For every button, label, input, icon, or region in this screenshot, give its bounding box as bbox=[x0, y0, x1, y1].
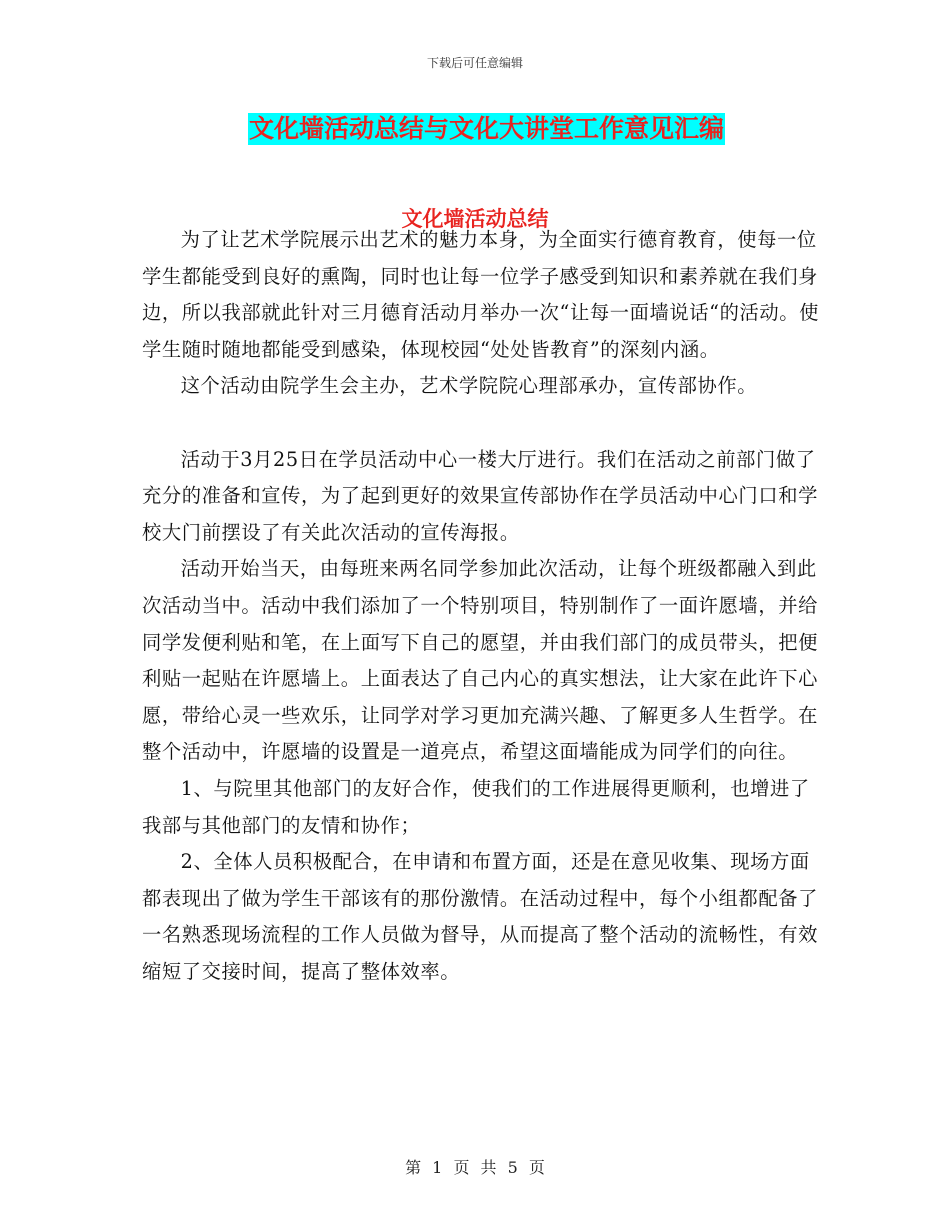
paragraph: 1、与院里其他部门的友好合作，使我们的工作进展得更顺利，也增进了我部与其他部门的友情和协作； bbox=[142, 776, 810, 837]
paragraph: 为了让艺术学院展示出艺术的魅力本身，为全面实行德育教育，使每一位学生都能受到良好的熏陶，同时也让每一位学子感受到知识和素养就在我们身边，所以我部就此针对三月德育活动月举办一次“让每一面墙说话“的活动。使学生随时随地都能受到感染，体现校园“处处皆教育”的深刻内涵。 bbox=[142, 228, 819, 361]
paragraph: 活动于3月25日在学员活动中心一楼大厅进行。我们在活动之前部门做了充分的准备和宣传，为了起到更好的效果宣传部协作在学员活动中心门口和学校大门前摆设了有关此次活动的宣传海报。 bbox=[142, 447, 818, 544]
section-title: 文化墙活动总结 bbox=[401, 207, 549, 231]
document-title: 文化墙活动总结与文化大讲堂工作意见汇编 bbox=[249, 114, 725, 143]
page-footer: 第 1 页 共 5 页 bbox=[405, 1158, 545, 1177]
document-body bbox=[142, 222, 822, 990]
paragraph: 2、全体人员积极配合，在申请和布置方面，还是在意见收集、现场方面都表现出了做为学生干部该有的那份激情。在活动过程中，每个小组都配备了一名熟悉现场流程的工作人员做为督导，从而提高了整个活动的流畅性，有效缩短了交接时间，提高了整体效率。 bbox=[142, 850, 818, 983]
paragraph: 活动开始当天，由每班来两名同学参加此次活动，让每个班级都融入到此次活动当中。活动中我们添加了一个特别项目，特别制作了一面许愿墙，并给同学发便利贴和笔，在上面写下自己的愿望，并由我们部门的成员带头，把便利贴一起贴在许愿墙上。上面表达了自己内心的真实想法，让大家在此许下心愿，带给心灵一些欢乐，让同学对学习更加充满兴趣、了解更多人生哲学。在整个活动中，许愿墙的设置是一道亮点，希望这面墙能成为同学们的向往。 bbox=[142, 557, 818, 764]
paragraph: 这个活动由院学生会主办，艺术学院院心理部承办，宣传部协作。 bbox=[180, 374, 758, 398]
header-note: 下载后可任意编辑 bbox=[426, 56, 523, 70]
